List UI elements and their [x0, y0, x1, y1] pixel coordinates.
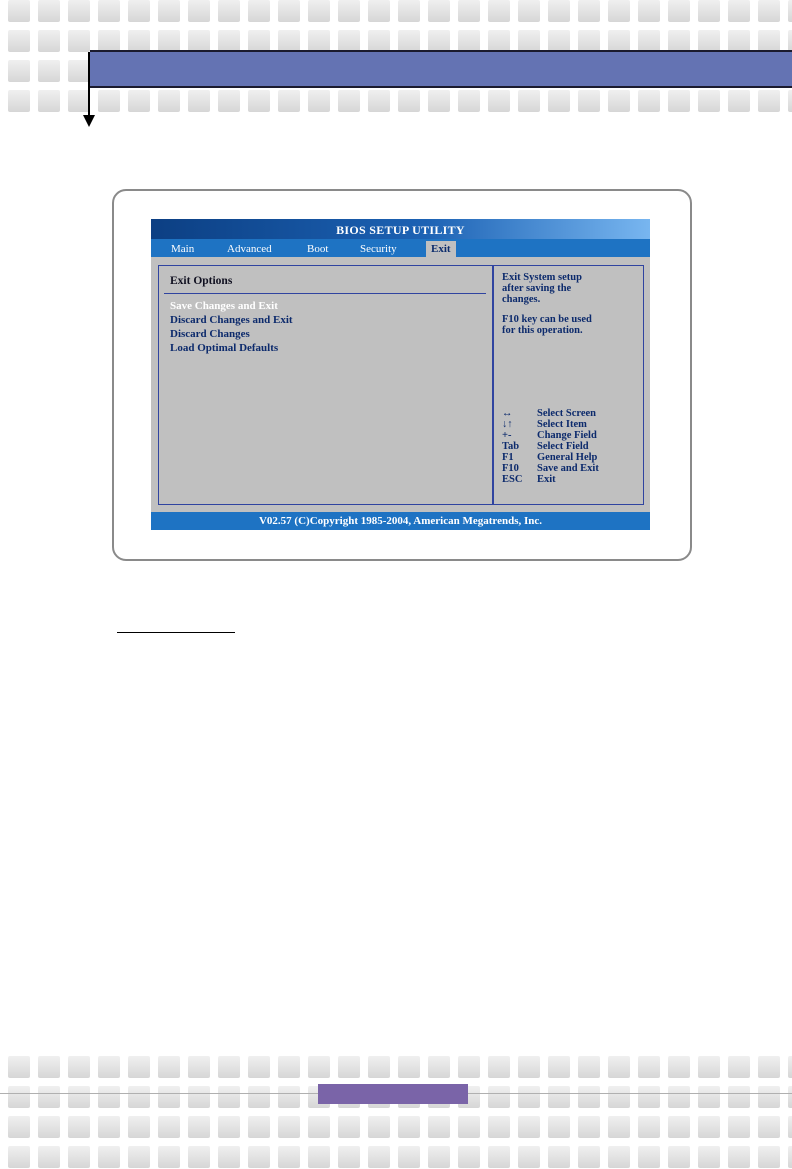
decorative-tile [458, 90, 480, 112]
decorative-tile [338, 30, 360, 52]
decorative-tile [698, 90, 720, 112]
decorative-tile [428, 1116, 450, 1138]
decorative-tile [398, 90, 420, 112]
decorative-tile [158, 1056, 180, 1078]
decorative-tile [248, 90, 270, 112]
decorative-tile [668, 1086, 690, 1108]
decorative-tile [458, 0, 480, 22]
bios-title: BIOS SETUP UTILITY [151, 219, 650, 239]
bottom-decorative-tiles [0, 1056, 792, 1169]
decorative-tile [578, 0, 600, 22]
chapter-header-bar [90, 50, 792, 88]
decorative-tile [98, 1056, 120, 1078]
decorative-tile [278, 1146, 300, 1168]
decorative-tile [338, 1146, 360, 1168]
option-save-changes-and-exit[interactable]: Save Changes and Exit [170, 300, 278, 312]
tile-row [0, 90, 792, 112]
decorative-tile [758, 1146, 780, 1168]
key-tab: Tab [502, 441, 520, 452]
decorative-tile [548, 1116, 570, 1138]
decorative-tile [128, 1086, 150, 1108]
decorative-tile [188, 1086, 210, 1108]
decorative-tile [788, 90, 792, 112]
key-f1: F1 [502, 452, 514, 463]
decorative-tile [248, 30, 270, 52]
key-desc: Select Screen [537, 408, 596, 419]
decorative-tile [188, 1146, 210, 1168]
decorative-tile [68, 30, 90, 52]
decorative-tile [608, 1056, 630, 1078]
tile-row [0, 1146, 792, 1168]
decorative-tile [638, 0, 660, 22]
decorative-tile [8, 60, 30, 82]
decorative-tile [518, 1086, 540, 1108]
key-f10: F10 [502, 463, 519, 474]
help-line: F10 key can be used [502, 314, 592, 325]
decorative-tile [308, 1116, 330, 1138]
decorative-tile [428, 0, 450, 22]
decorative-tile [158, 1116, 180, 1138]
decorative-tile [728, 1146, 750, 1168]
decorative-tile [428, 90, 450, 112]
tile-row [0, 30, 792, 52]
decorative-tile [638, 30, 660, 52]
decorative-tile [218, 1056, 240, 1078]
decorative-tile [278, 30, 300, 52]
decorative-tile [68, 60, 90, 82]
decorative-tile [518, 90, 540, 112]
bios-copyright-footer: V02.57 (C)Copyright 1985-2004, American Megatrends, Inc. [151, 512, 650, 530]
decorative-tile [98, 0, 120, 22]
option-load-optimal-defaults[interactable]: Load Optimal Defaults [170, 342, 279, 354]
decorative-tile [578, 1146, 600, 1168]
decorative-tile [368, 0, 390, 22]
decorative-tile [368, 1116, 390, 1138]
decorative-tile [638, 1056, 660, 1078]
decorative-tile [488, 90, 510, 112]
decorative-tile [668, 1056, 690, 1078]
decorative-tile [158, 30, 180, 52]
decorative-tile [398, 1146, 420, 1168]
decorative-tile [368, 1146, 390, 1168]
decorative-tile [38, 1116, 60, 1138]
decorative-tile [128, 1056, 150, 1078]
decorative-tile [458, 30, 480, 52]
decorative-tile [158, 1146, 180, 1168]
decorative-tile [758, 1116, 780, 1138]
decorative-tile [788, 1056, 792, 1078]
help-line: after saving the [502, 283, 572, 294]
decorative-tile [188, 1056, 210, 1078]
key-desc: Change Field [537, 430, 597, 441]
help-line: Exit System setup [502, 272, 582, 283]
decorative-tile [308, 1146, 330, 1168]
tab-exit[interactable]: Exit [426, 241, 456, 257]
decorative-tile [308, 30, 330, 52]
decorative-tile [68, 1116, 90, 1138]
decorative-tile [38, 0, 60, 22]
decorative-tile [128, 1116, 150, 1138]
decorative-tile [98, 1086, 120, 1108]
decorative-tile [488, 30, 510, 52]
decorative-tile [308, 90, 330, 112]
decorative-tile [518, 1146, 540, 1168]
decorative-tile [608, 1086, 630, 1108]
key-desc: Exit [537, 474, 556, 485]
decorative-tile [68, 0, 90, 22]
option-discard-changes[interactable]: Discard Changes [170, 328, 250, 340]
decorative-tile [548, 30, 570, 52]
decorative-tile [728, 90, 750, 112]
decorative-tile [488, 1116, 510, 1138]
bios-tab-bar [151, 239, 650, 257]
decorative-tile [638, 1116, 660, 1138]
decorative-tile [308, 0, 330, 22]
decorative-tile [368, 1056, 390, 1078]
decorative-tile [188, 90, 210, 112]
decorative-tile [428, 1146, 450, 1168]
decorative-tile [398, 1116, 420, 1138]
decorative-tile [638, 90, 660, 112]
decorative-tile [248, 0, 270, 22]
decorative-tile [728, 1086, 750, 1108]
decorative-tile [278, 0, 300, 22]
decorative-tile [728, 1056, 750, 1078]
decorative-tile [668, 90, 690, 112]
decorative-tile [578, 90, 600, 112]
decorative-tile [638, 1146, 660, 1168]
decorative-tile [398, 30, 420, 52]
decorative-tile [8, 30, 30, 52]
panel-divider [492, 265, 494, 505]
bios-screen [151, 219, 650, 530]
decorative-tile [758, 1086, 780, 1108]
decorative-tile [578, 1116, 600, 1138]
section-underline-rule [117, 632, 235, 633]
decorative-tile [668, 1116, 690, 1138]
decorative-tile [128, 30, 150, 52]
decorative-tile [218, 1086, 240, 1108]
decorative-tile [98, 1116, 120, 1138]
decorative-tile [278, 1116, 300, 1138]
decorative-tile [698, 0, 720, 22]
decorative-tile [668, 1146, 690, 1168]
key-desc: General Help [537, 452, 598, 463]
decorative-tile [548, 90, 570, 112]
decorative-tile [128, 1146, 150, 1168]
decorative-tile [218, 30, 240, 52]
tab-boot[interactable]: Boot [307, 243, 329, 255]
decorative-tile [638, 1086, 660, 1108]
decorative-tile [248, 1146, 270, 1168]
key-desc: Select Field [537, 441, 589, 452]
decorative-tile [218, 1146, 240, 1168]
decorative-tile [8, 1146, 30, 1168]
decorative-tile [548, 1086, 570, 1108]
decorative-tile [608, 1146, 630, 1168]
key-select-item: ↓↑ [502, 419, 513, 430]
key-esc: ESC [502, 474, 523, 485]
decorative-tile [368, 30, 390, 52]
decorative-tile [458, 1056, 480, 1078]
decorative-tile [488, 1086, 510, 1108]
decorative-tile [38, 1086, 60, 1108]
decorative-tile [8, 1086, 30, 1108]
decorative-tile [578, 1056, 600, 1078]
decorative-tile [578, 1086, 600, 1108]
decorative-tile [8, 1116, 30, 1138]
decorative-tile [8, 90, 30, 112]
decorative-tile [668, 0, 690, 22]
section-underline [164, 293, 486, 294]
decorative-tile [218, 90, 240, 112]
decorative-tile [728, 30, 750, 52]
decorative-tile [278, 1086, 300, 1108]
decorative-tile [68, 1086, 90, 1108]
decorative-tile [158, 1086, 180, 1108]
decorative-tile [668, 30, 690, 52]
tab-security[interactable]: Security [360, 243, 397, 255]
decorative-tile [788, 1116, 792, 1138]
decorative-tile [338, 1056, 360, 1078]
decorative-tile [278, 1056, 300, 1078]
decorative-tile [548, 0, 570, 22]
decorative-tile [218, 1116, 240, 1138]
decorative-tile [758, 90, 780, 112]
decorative-tile [488, 0, 510, 22]
decorative-tile [728, 1116, 750, 1138]
decorative-tile [608, 30, 630, 52]
decorative-tile [488, 1056, 510, 1078]
decorative-tile [758, 0, 780, 22]
decorative-tile [698, 30, 720, 52]
decorative-tile [458, 1116, 480, 1138]
decorative-tile [428, 30, 450, 52]
decorative-tile [608, 0, 630, 22]
decorative-tile [698, 1146, 720, 1168]
decorative-tile [248, 1056, 270, 1078]
decorative-tile [458, 1146, 480, 1168]
decorative-tile [758, 30, 780, 52]
decorative-tile [518, 0, 540, 22]
decorative-tile [278, 90, 300, 112]
decorative-tile [368, 90, 390, 112]
tile-row [0, 1056, 792, 1078]
decorative-tile [68, 90, 90, 112]
decorative-tile [728, 0, 750, 22]
decorative-tile [608, 90, 630, 112]
footer-page-tab [318, 1084, 468, 1104]
decorative-tile [38, 60, 60, 82]
decorative-tile [38, 90, 60, 112]
decorative-tile [248, 1116, 270, 1138]
decorative-tile [8, 1056, 30, 1078]
decorative-tile [758, 1056, 780, 1078]
down-arrow-line [88, 52, 90, 118]
decorative-tile [428, 1056, 450, 1078]
key-desc: Select Item [537, 419, 587, 430]
help-line: changes. [502, 294, 541, 305]
decorative-tile [578, 30, 600, 52]
decorative-tile [518, 30, 540, 52]
decorative-tile [518, 1116, 540, 1138]
decorative-tile [698, 1086, 720, 1108]
decorative-tile [608, 1116, 630, 1138]
decorative-tile [518, 1056, 540, 1078]
decorative-tile [398, 0, 420, 22]
decorative-tile [788, 0, 792, 22]
option-discard-changes-and-exit[interactable]: Discard Changes and Exit [170, 314, 293, 326]
decorative-tile [338, 0, 360, 22]
decorative-tile [338, 90, 360, 112]
tab-advanced[interactable]: Advanced [227, 243, 272, 255]
decorative-tile [38, 30, 60, 52]
tile-row [0, 0, 792, 22]
decorative-tile [8, 0, 30, 22]
decorative-tile [188, 0, 210, 22]
decorative-tile [308, 1056, 330, 1078]
decorative-tile [788, 1146, 792, 1168]
decorative-tile [548, 1146, 570, 1168]
section-title: Exit Options [170, 275, 233, 287]
decorative-tile [98, 30, 120, 52]
decorative-tile [488, 1146, 510, 1168]
decorative-tile [68, 1146, 90, 1168]
tab-main[interactable]: Main [171, 243, 195, 255]
decorative-tile [38, 1146, 60, 1168]
decorative-tile [158, 0, 180, 22]
decorative-tile [128, 0, 150, 22]
decorative-tile [98, 1146, 120, 1168]
key-select-screen: ↔ [502, 408, 513, 419]
decorative-tile [188, 30, 210, 52]
tile-row [0, 1116, 792, 1138]
decorative-tile [188, 1116, 210, 1138]
decorative-tile [158, 90, 180, 112]
decorative-tile [248, 1086, 270, 1108]
decorative-tile [788, 1086, 792, 1108]
decorative-tile [218, 0, 240, 22]
decorative-tile [128, 90, 150, 112]
decorative-tile [698, 1056, 720, 1078]
decorative-tile [398, 1056, 420, 1078]
decorative-tile [68, 1056, 90, 1078]
decorative-tile [98, 90, 120, 112]
decorative-tile [788, 30, 792, 52]
key-change-field: +- [502, 430, 512, 441]
key-desc: Save and Exit [537, 463, 599, 474]
decorative-tile [698, 1116, 720, 1138]
help-line: for this operation. [502, 325, 583, 336]
decorative-tile [548, 1056, 570, 1078]
decorative-tile [338, 1116, 360, 1138]
decorative-tile [38, 1056, 60, 1078]
down-arrow-icon [83, 115, 95, 127]
